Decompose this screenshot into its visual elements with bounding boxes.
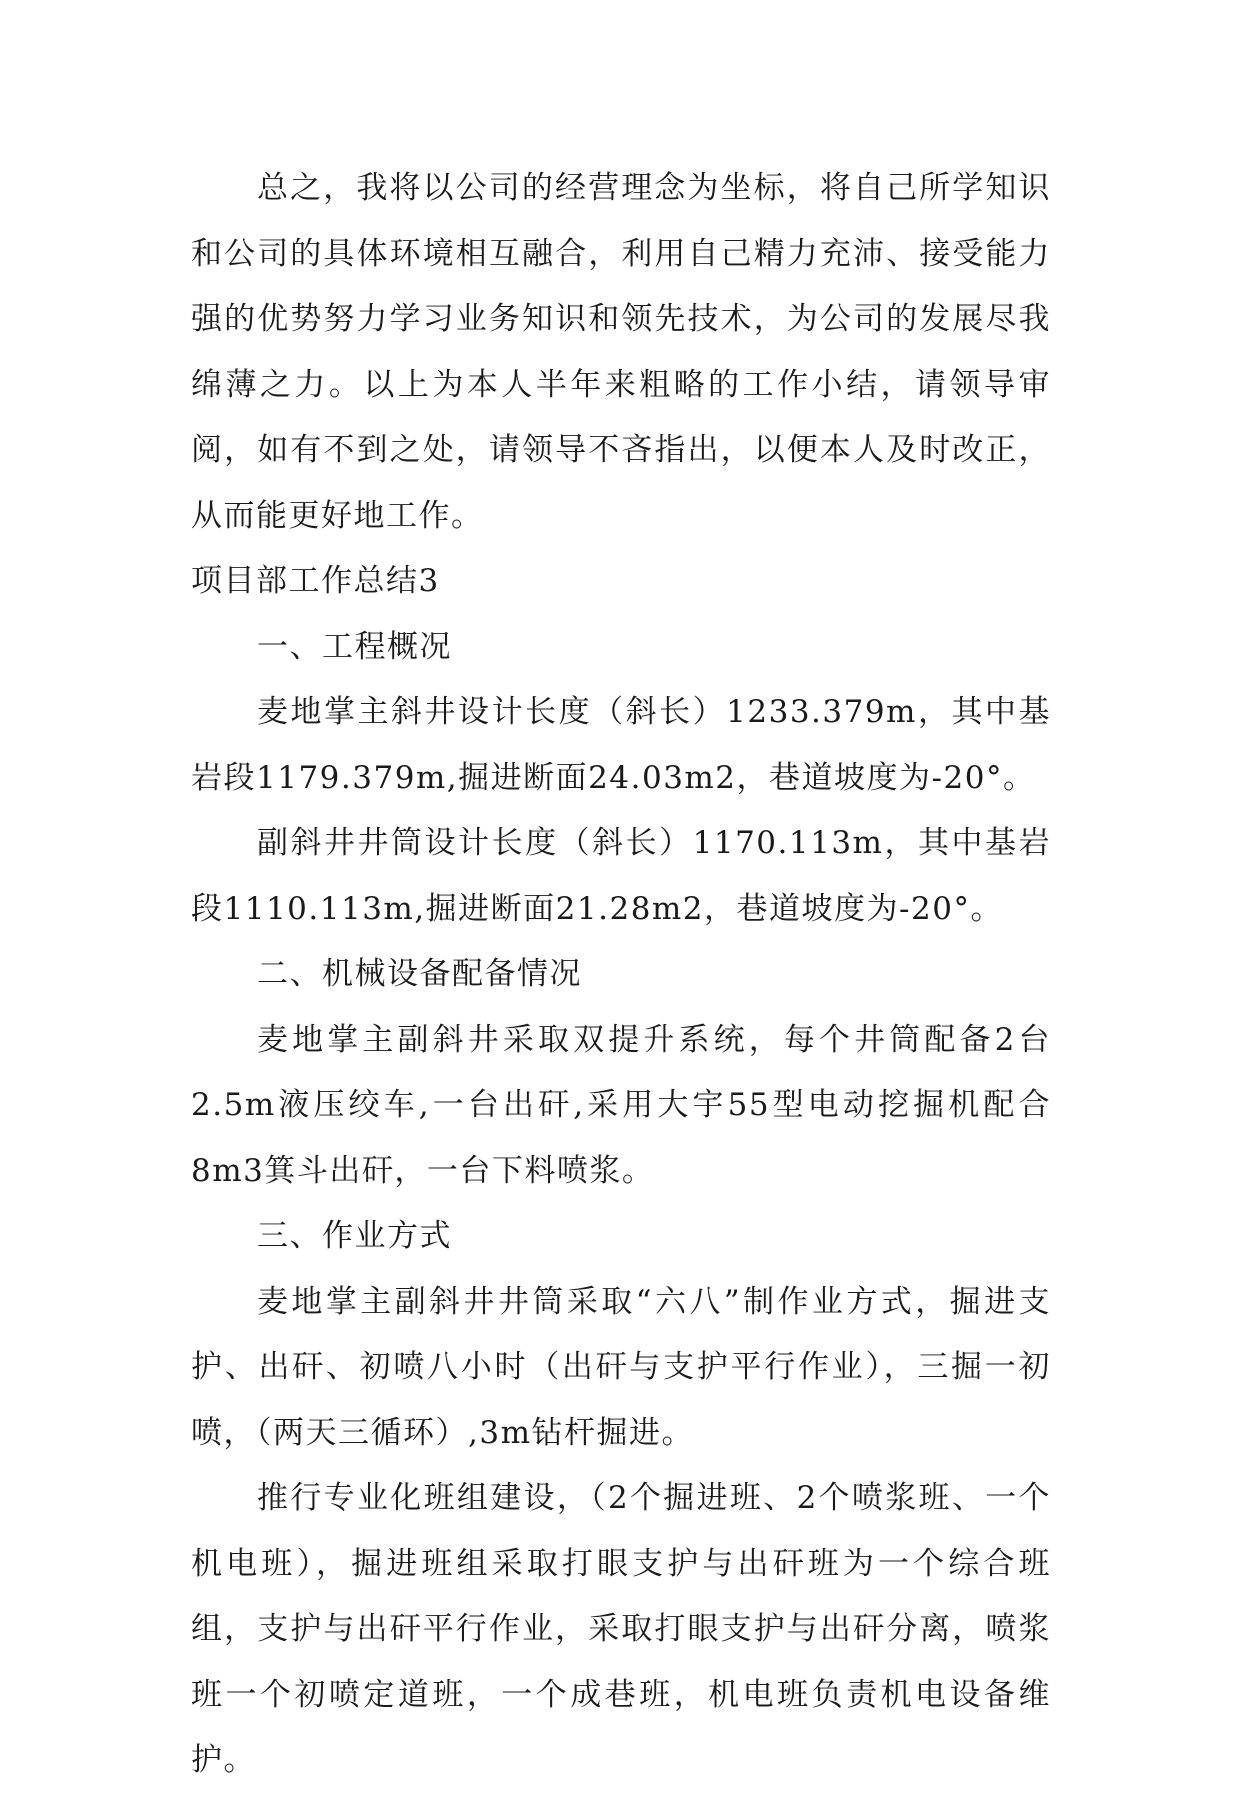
heading-operation-mode: 三、作业方式 — [257, 1218, 452, 1254]
paragraph-auxiliary-inclined-shaft: 副斜井井筒设计长度（斜长）1170.113m，其中基岩段1110.113m,掘进断面21.28m2，巷道坡度为-20°。 — [191, 825, 1051, 927]
paragraph-equipment-details: 麦地掌主副斜井采取双提升系统，每个井筒配备2台2.5m液压绞车,一台出矸,采用大宇55型电动挖掘机配合8m3箕斗出矸，一台下料喷浆。 — [191, 1021, 1051, 1189]
paragraph-team-organization: 推行专业化班组建设，（2个掘进班、2个喷浆班、一个机电班），掘进班组采取打眼支护与出矸班为一个综合班组，支护与出矸平行作业，采取打眼支护与出矸分离，喷浆班一个初喷定道班，一个成巷班，机电班负责机电设备维护。 — [191, 1480, 1051, 1778]
paragraph-summary-conclusion: 总之，我将以公司的经营理念为坐标，将自己所学知识和公司的具体环境相互融合，利用自己精力充沛、接受能力强的优势努力学习业务知识和领先技术，为公司的发展尽我绵薄之力。以上为本人半年来粗略的工作小结，请领导审阅，如有不到之处，请领导不吝指出，以便本人及时改正，从而能更好地工作。 — [191, 170, 1051, 534]
heading-equipment: 二、机械设备配备情况 — [257, 956, 582, 992]
section-title-project-summary-3: 项目部工作总结3 — [191, 563, 440, 599]
heading-project-overview: 一、工程概况 — [257, 628, 452, 665]
document-body — [191, 156, 1051, 1794]
paragraph-main-inclined-shaft: 麦地掌主斜井设计长度（斜长）1233.379m，其中基岩段1179.379m,掘进断面24.03m2，巷道坡度为-20°。 — [191, 694, 1051, 796]
paragraph-operation-details: 麦地掌主副斜井井筒采取“六八”制作业方式，掘进支护、出矸、初喷八小时（出矸与支护平行作业），三掘一初喷，（两天三循环）,3m钻杆掘进。 — [191, 1283, 1051, 1451]
